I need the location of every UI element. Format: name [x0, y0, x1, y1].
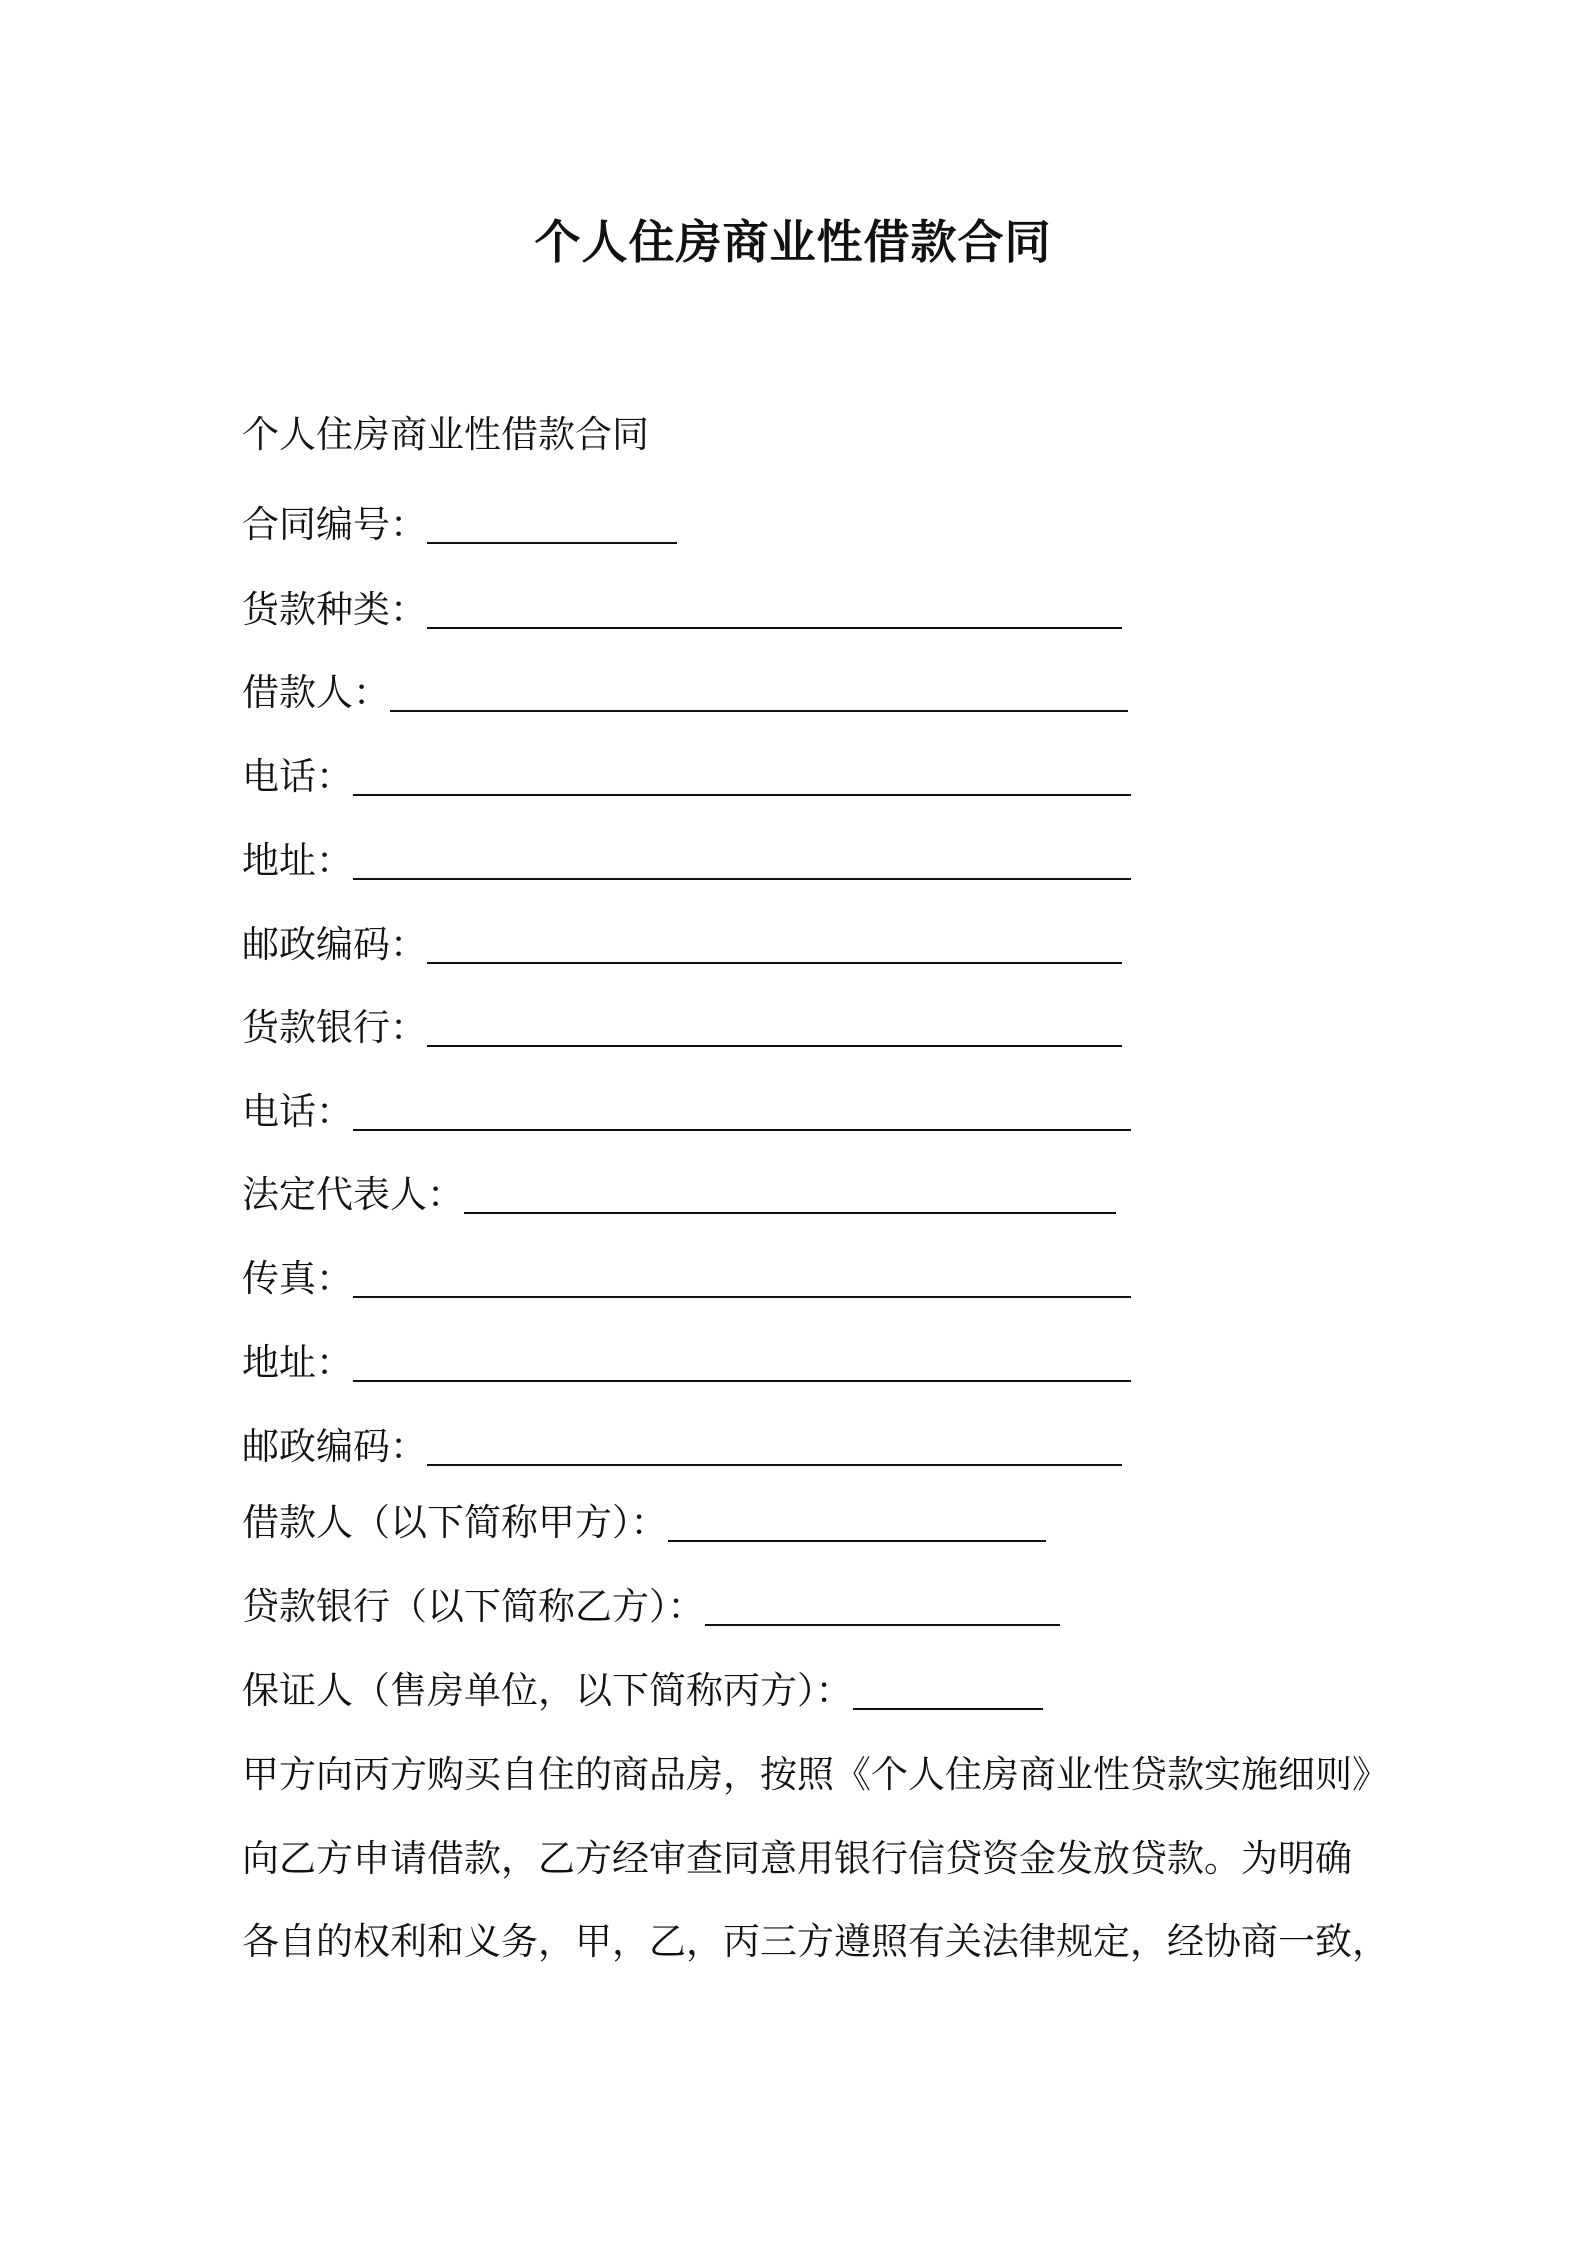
field-party-a	[242, 1498, 1046, 1548]
field-label: 邮政编码：	[242, 1425, 427, 1468]
field-borrower-postcode	[242, 920, 1122, 970]
field-label: 贷款银行（以下简称乙方）：	[242, 1585, 705, 1628]
field-borrower	[242, 668, 1128, 718]
document-title: 个人住房商业性借款合同	[534, 215, 1052, 269]
field-lending-bank	[242, 1003, 1122, 1053]
field-party-c	[242, 1666, 1043, 1716]
field-borrower-phone	[242, 752, 1131, 802]
field-label: 电话：	[242, 755, 353, 798]
field-fax	[242, 1254, 1131, 1304]
field-label: 邮政编码：	[242, 923, 427, 966]
fill-in-blank	[390, 674, 1128, 712]
field-party-b	[242, 1582, 1060, 1632]
fill-in-blank	[353, 1093, 1131, 1131]
field-bank-phone	[242, 1087, 1131, 1137]
fill-in-blank	[853, 1672, 1043, 1710]
paragraph-line: 各自的权利和义务，甲，乙，丙三方遵照有关法律规定，经协商一致，	[242, 1920, 1389, 1963]
fill-in-blank	[668, 1504, 1046, 1542]
fill-in-blank	[427, 1009, 1122, 1047]
fill-in-blank	[353, 1260, 1131, 1298]
field-label: 合同编号：	[242, 503, 427, 546]
field-bank-postcode	[242, 1422, 1122, 1472]
paragraph-line: 甲方向丙方购买自住的商品房，按照《个人住房商业性贷款实施细则》	[242, 1753, 1389, 1796]
fill-in-blank	[427, 506, 677, 544]
field-label: 地址：	[242, 1341, 353, 1384]
field-contract-number	[242, 500, 677, 550]
field-label: 传真：	[242, 1257, 353, 1300]
fill-in-blank	[353, 1344, 1131, 1382]
field-legal-representative	[242, 1170, 1116, 1220]
fill-in-blank	[427, 591, 1122, 629]
field-label: 货款银行：	[242, 1006, 427, 1049]
field-bank-address	[242, 1338, 1131, 1388]
field-label: 货款种类：	[242, 588, 427, 631]
field-label: 借款人（以下简称甲方）：	[242, 1501, 668, 1544]
field-label: 保证人（售房单位，以下简称丙方）：	[242, 1669, 853, 1712]
field-borrower-address	[242, 836, 1131, 886]
document-subtitle: 个人住房商业性借款合同	[242, 413, 649, 456]
fill-in-blank	[353, 842, 1131, 880]
field-label: 电话：	[242, 1090, 353, 1133]
fill-in-blank	[705, 1588, 1060, 1626]
fill-in-blank	[427, 1428, 1122, 1466]
paragraph-line: 向乙方申请借款，乙方经审查同意用银行信贷资金发放贷款。为明确	[242, 1837, 1352, 1880]
field-label: 地址：	[242, 839, 353, 882]
field-label: 法定代表人：	[242, 1173, 464, 1216]
fill-in-blank	[427, 926, 1122, 964]
fill-in-blank	[353, 758, 1131, 796]
field-loan-type	[242, 585, 1122, 635]
fill-in-blank	[464, 1176, 1116, 1214]
field-label: 借款人：	[242, 671, 390, 714]
